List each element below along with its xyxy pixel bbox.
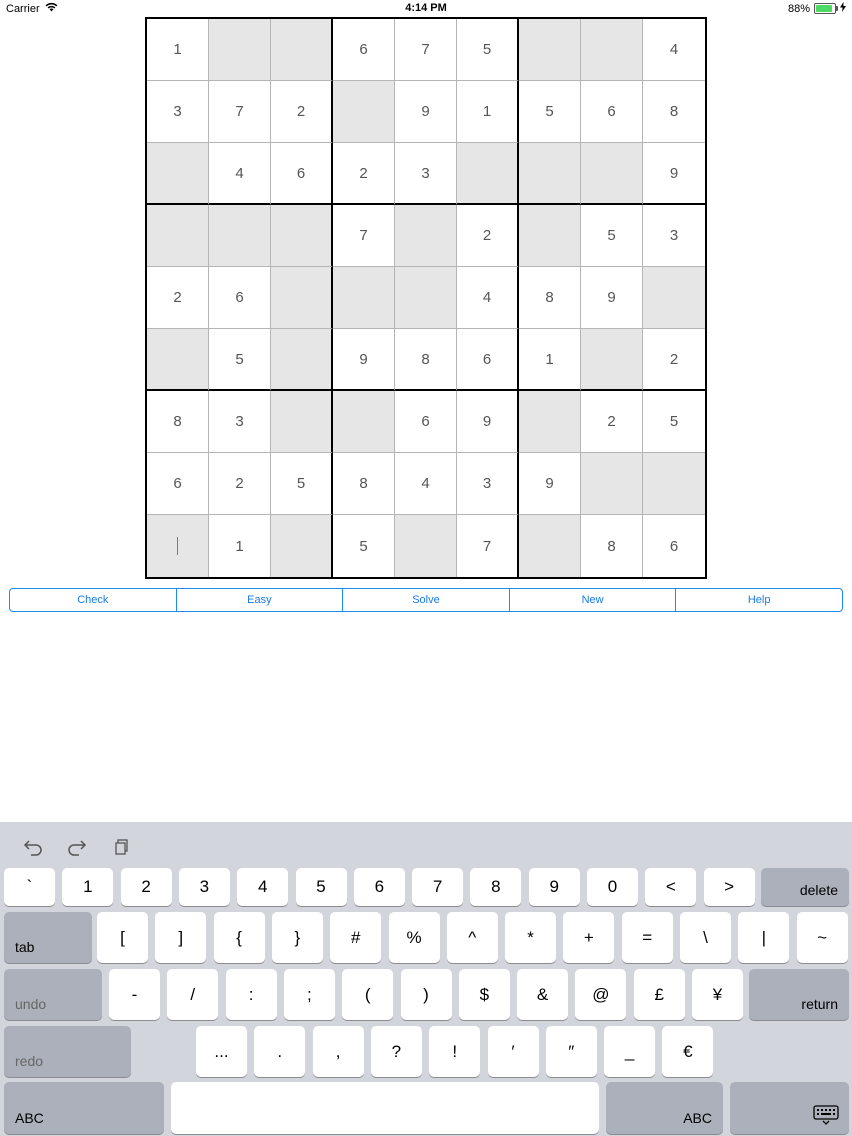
grid-cell[interactable]: 1 — [457, 81, 519, 143]
grid-cell[interactable]: 8 — [643, 81, 705, 143]
grid-cell[interactable]: 7 — [457, 515, 519, 577]
grid-cell[interactable]: 6 — [395, 391, 457, 453]
grid-cell[interactable] — [271, 19, 333, 81]
solve-button[interactable]: Solve — [343, 589, 510, 611]
key[interactable]: \ — [680, 912, 731, 963]
key[interactable]: ^ — [447, 912, 498, 963]
key[interactable]: - — [109, 969, 160, 1020]
grid-cell[interactable] — [271, 205, 333, 267]
abc-key-left[interactable] — [4, 1082, 164, 1134]
grid-cell[interactable] — [147, 143, 209, 205]
grid-cell[interactable]: 9 — [643, 143, 705, 205]
grid-cell[interactable]: 6 — [209, 267, 271, 329]
key[interactable]: 2 — [121, 868, 172, 906]
key[interactable]: { — [214, 912, 265, 963]
grid-cell[interactable]: 3 — [147, 81, 209, 143]
grid-cell[interactable]: 2 — [581, 391, 643, 453]
paste-icon[interactable] — [111, 836, 133, 858]
key[interactable]: 4 — [237, 868, 288, 906]
key[interactable]: % — [389, 912, 440, 963]
delete-key[interactable] — [761, 868, 849, 906]
grid-cell[interactable] — [209, 19, 271, 81]
key[interactable]: [ — [97, 912, 148, 963]
grid-cell[interactable]: 7 — [209, 81, 271, 143]
new-button[interactable]: New — [510, 589, 677, 611]
abc-key-right[interactable] — [606, 1082, 723, 1134]
grid-cell[interactable]: 9 — [395, 81, 457, 143]
grid-cell[interactable]: 8 — [333, 453, 395, 515]
tab-key-label: tab — [15, 939, 35, 955]
grid-cell[interactable]: 3 — [457, 453, 519, 515]
abc-key-left-label: ABC — [15, 1110, 44, 1126]
status-right — [788, 2, 846, 15]
grid-cell[interactable]: 1 — [519, 329, 581, 391]
grid-cell[interactable] — [271, 515, 333, 577]
grid-cell[interactable]: 2 — [333, 143, 395, 205]
grid-cell[interactable]: 6 — [457, 329, 519, 391]
toolbar-segmented-control — [9, 588, 843, 612]
space-key[interactable] — [171, 1082, 599, 1134]
keyboard-hide-icon — [813, 1105, 839, 1128]
redo-icon[interactable] — [66, 836, 88, 858]
key[interactable]: ; — [284, 969, 335, 1020]
grid-cell[interactable]: 9 — [457, 391, 519, 453]
key[interactable]: | — [738, 912, 789, 963]
grid-cell[interactable] — [519, 19, 581, 81]
grid-cell[interactable]: 5 — [643, 391, 705, 453]
key[interactable]: > — [704, 868, 755, 906]
grid-cell[interactable] — [519, 205, 581, 267]
grid-cell[interactable]: 9 — [333, 329, 395, 391]
grid-cell[interactable]: 6 — [271, 143, 333, 205]
key[interactable]: 1 — [62, 868, 113, 906]
key[interactable]: + — [563, 912, 614, 963]
grid-cell[interactable] — [147, 515, 209, 577]
grid-cell[interactable]: 4 — [457, 267, 519, 329]
key[interactable]: 9 — [529, 868, 580, 906]
grid-cell[interactable]: 6 — [669, 537, 679, 555]
grid-cell[interactable]: 3 — [395, 143, 457, 205]
grid-cell[interactable] — [519, 143, 581, 205]
status-bar — [0, 0, 852, 17]
charging-icon — [840, 2, 846, 15]
key[interactable]: $ — [459, 969, 510, 1020]
easy-button[interactable]: Easy — [177, 589, 344, 611]
redo-key-label: redo — [15, 1053, 44, 1069]
key[interactable]: _ — [604, 1026, 655, 1077]
grid-cell[interactable] — [333, 391, 395, 453]
redo-key[interactable] — [4, 1026, 131, 1077]
grid-cell[interactable]: 8 — [147, 391, 209, 453]
grid-cell[interactable] — [457, 143, 519, 205]
undo-icon[interactable] — [22, 836, 44, 858]
grid-cell[interactable]: 9 — [581, 267, 643, 329]
grid-cell[interactable] — [581, 143, 643, 205]
grid-cell[interactable]: 3 — [209, 391, 271, 453]
key[interactable]: ... — [196, 1026, 247, 1077]
key[interactable]: ¥ — [692, 969, 743, 1020]
key[interactable]: ) — [401, 969, 452, 1020]
key[interactable]: @ — [575, 969, 626, 1020]
grid-cell[interactable] — [519, 391, 581, 453]
key[interactable]: = — [622, 912, 673, 963]
grid-cell[interactable] — [147, 329, 209, 391]
grid-cell[interactable] — [147, 205, 209, 267]
grid-cell[interactable]: 2 — [147, 267, 209, 329]
grid-cell[interactable]: 6 — [147, 453, 209, 515]
key[interactable]: ( — [342, 969, 393, 1020]
hide-keyboard-key[interactable] — [730, 1082, 849, 1134]
grid-cell[interactable]: 1 — [147, 19, 209, 81]
key[interactable]: ] — [155, 912, 206, 963]
battery-icon — [814, 3, 836, 14]
key[interactable]: * — [505, 912, 556, 963]
grid-cell[interactable]: 1 — [209, 515, 271, 577]
key[interactable]: ″ — [546, 1026, 597, 1077]
grid-cell[interactable] — [395, 515, 457, 577]
grid-cell[interactable]: 6 — [581, 81, 643, 143]
grid-cell[interactable]: 9 — [519, 453, 581, 515]
grid-cell[interactable]: 2 — [643, 329, 705, 391]
return-key[interactable] — [749, 969, 849, 1020]
grid-cell[interactable]: 8 — [519, 267, 581, 329]
grid-cell[interactable]: 4 — [643, 19, 705, 81]
grid-cell[interactable]: 2 — [209, 453, 271, 515]
abc-key-right-label: ABC — [683, 1110, 712, 1126]
grid-cell[interactable]: 2 — [271, 81, 333, 143]
key[interactable]: ` — [4, 868, 55, 906]
carrier-label: Carrier — [6, 2, 40, 15]
help-button[interactable]: Help — [747, 594, 771, 606]
key[interactable]: / — [167, 969, 218, 1020]
sudoku-grid — [145, 17, 707, 579]
key[interactable]: # — [330, 912, 381, 963]
grid-cell[interactable] — [271, 391, 333, 453]
tab-key[interactable] — [4, 912, 92, 963]
key[interactable]: , — [313, 1026, 364, 1077]
grid-cell[interactable] — [581, 19, 643, 81]
key[interactable]: ! — [429, 1026, 480, 1077]
key[interactable]: 6 — [354, 868, 405, 906]
grid-cell[interactable] — [333, 267, 395, 329]
grid-cell[interactable]: 7 — [395, 19, 457, 81]
key[interactable]: 0 — [587, 868, 638, 906]
key[interactable]: € — [662, 1026, 713, 1077]
grid-cell[interactable] — [643, 453, 705, 515]
key[interactable]: < — [645, 868, 696, 906]
grid-cell[interactable]: 5 — [581, 205, 643, 267]
grid-cell[interactable]: 6 — [333, 19, 395, 81]
grid-cell[interactable] — [333, 81, 395, 143]
grid-cell[interactable]: 8 — [581, 515, 643, 577]
grid-cell[interactable]: 4 — [395, 453, 457, 515]
grid-cell[interactable]: 5 — [333, 515, 395, 577]
text-cursor — [177, 537, 178, 555]
grid-cell[interactable]: 5 — [271, 453, 333, 515]
key[interactable]: £ — [634, 969, 685, 1020]
key[interactable]: 8 — [470, 868, 521, 906]
grid-cell[interactable] — [581, 329, 643, 391]
grid-cell[interactable]: 8 — [395, 329, 457, 391]
key[interactable]: & — [517, 969, 568, 1020]
keyboard — [0, 822, 852, 1136]
grid-cell[interactable]: 5 — [519, 81, 581, 143]
undo-key-label: undo — [15, 996, 47, 1012]
grid-cell[interactable] — [519, 515, 581, 577]
status-time: 4:14 PM — [405, 2, 447, 14]
grid-cell[interactable] — [581, 453, 643, 515]
grid-cell[interactable] — [271, 267, 333, 329]
grid-cell[interactable] — [395, 267, 457, 329]
check-button[interactable]: Check — [10, 589, 177, 611]
key[interactable]: . — [254, 1026, 305, 1077]
key[interactable]: ′ — [488, 1026, 539, 1077]
grid-cell[interactable]: 2 — [457, 205, 519, 267]
undo-key[interactable] — [4, 969, 102, 1020]
grid-cell[interactable]: 5 — [209, 329, 271, 391]
key[interactable]: ? — [371, 1026, 422, 1077]
grid-cell[interactable]: 5 — [457, 19, 519, 81]
key[interactable]: 7 — [412, 868, 463, 906]
grid-cell[interactable] — [271, 329, 333, 391]
key[interactable]: : — [226, 969, 277, 1020]
key[interactable]: 3 — [179, 868, 230, 906]
grid-cell[interactable] — [395, 205, 457, 267]
key[interactable]: 5 — [296, 868, 347, 906]
grid-cell[interactable]: 3 — [643, 205, 705, 267]
grid-cell[interactable] — [643, 267, 705, 329]
key[interactable]: ~ — [797, 912, 848, 963]
grid-cell[interactable]: 7 — [333, 205, 395, 267]
key[interactable]: } — [272, 912, 323, 963]
delete-key-label: delete — [799, 882, 838, 898]
return-key-label: return — [801, 996, 838, 1012]
battery-percent: 88% — [787, 2, 810, 15]
grid-cell[interactable]: 4 — [209, 143, 271, 205]
grid-cell[interactable] — [209, 205, 271, 267]
